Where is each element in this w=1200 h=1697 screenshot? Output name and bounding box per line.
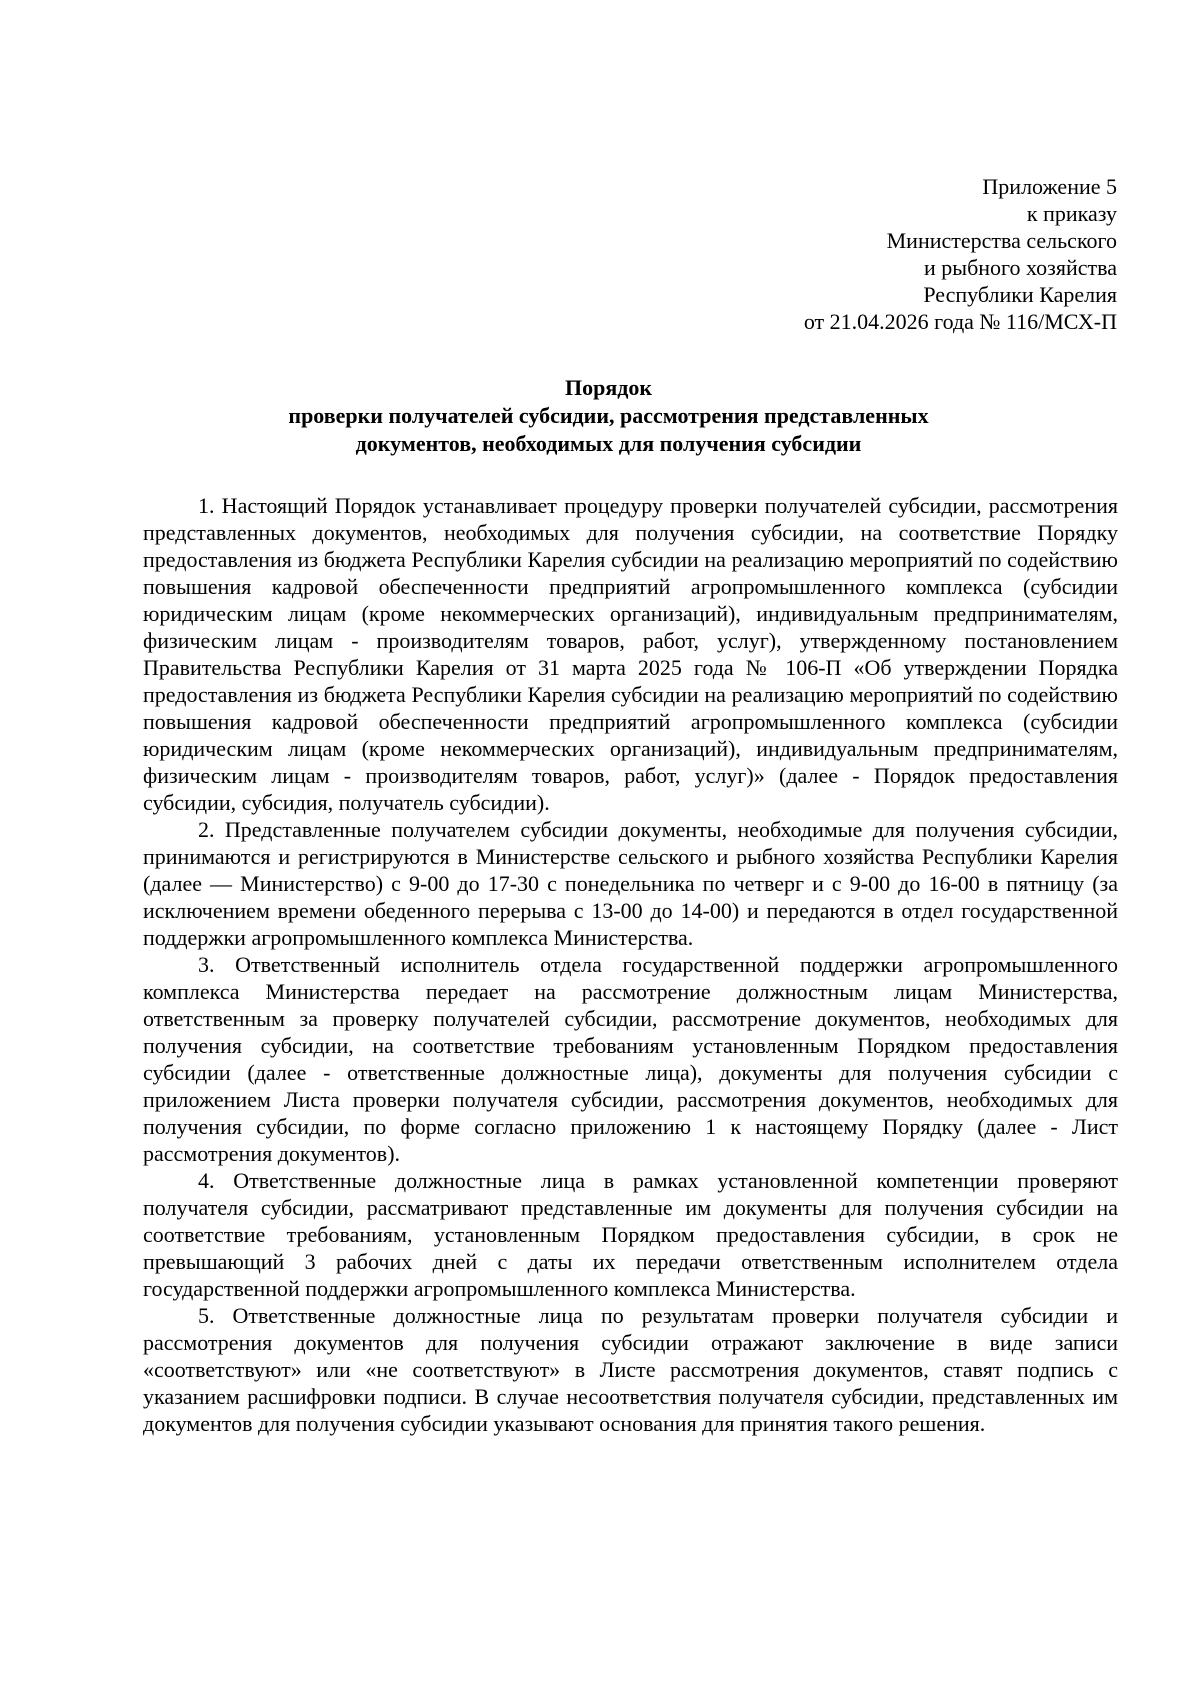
title-line: документов, необходимых для получения субсидии xyxy=(355,431,862,456)
paragraph-2: 2. Представленные получателем субсидии документы, необходимые для получения субсидии, принимаются и регистрируются в Министерстве сельского и рыбного хозяйства Республики Карелия (далее — Министерство) с 9-00 до 17-30 с понедельника по четверг и с 9-00 до 16-00 в пятницу (за исключением времени обеденного перерыва с 13-00 до 14-00) и передаются в отдел государственной поддержки агропромышленного комплекса Министерства. xyxy=(143,817,1118,950)
paragraph-1: 1. Настоящий Порядок устанавливает процедуру проверки получателей субсидии, рассмотрения представленных документов, необходимых для получения субсидии, на соответствие Порядку предоставления из бюджета Республики Карелия субсидии на реализацию мероприятий по содействию повышения кадровой обеспеченности предприятий агропромышленного комплекса (субсидии юридическим лицам (кроме некоммерческих организаций), индивидуальным предпринимателям, физическим лицам - производителям товаров, работ, услуг), утвержденному постановлением Правительства Республики Карелия от 31 марта 2025 года № 106-П «Об утверждении Порядка предоставления из бюджета Республики Карелия субсидии на реализацию мероприятий по содействию повышения кадровой обеспеченности предприятий агропромышленного комплекса (субсидии юридическим лицам (кроме некоммерческих организаций), индивидуальным предпринимателям, физическим лицам - производителям товаров, работ, услуг)» (далее - Порядок предоставления субсидии, субсидия, получатель субсидии). xyxy=(143,493,1118,815)
annex-line: Республики Карелия xyxy=(923,282,1117,307)
document-body xyxy=(143,492,1118,1437)
document-title xyxy=(140,374,1077,458)
paragraph-4: 4. Ответственные должностные лица в рамках установленной компетенции проверяют получателя субсидии, рассматривают представленные им документы для получения субсидии на соответствие требованиям, установленным Порядком предоставления субсидии, в срок не превышающий 3 рабочих дней с даты их передачи ответственным исполнителем отдела государственной поддержки агропромышленного комплекса Министерства. xyxy=(143,1168,1118,1301)
annex-header xyxy=(804,173,1117,335)
paragraph-5: 5. Ответственные должностные лица по результатам проверки получателя субсидии и рассмотрения документов для получения субсидии отражают заключение в виде записи «соответствуют» или «не соответствуют» в Листе рассмотрения документов, ставят подпись с указанием расшифровки подписи. В случае несоответствия получателя субсидии, представленных им документов для получения субсидии указывают основания для принятия такого решения. xyxy=(143,1303,1118,1436)
annex-line: от 21.04.2026 года № 116/МСХ-П xyxy=(803,309,1117,334)
title-line: проверки получателей субсидии, рассмотрения представленных xyxy=(288,403,929,428)
title-line: Порядок xyxy=(564,375,653,400)
paragraph-3: 3. Ответственный исполнитель отдела государственной поддержки агропромышленного комплекса Министерства передает на рассмотрение должностным лицам Министерства, ответственным за проверку получателей субсидии, рассмотрение документов, необходимых для получения субсидии, на соответствие требованиям установленным Порядком предоставления субсидии (далее - ответственные должностные лица), документы для получения субсидии с приложением Листа проверки получателя субсидии, рассмотрения документов, необходимых для получения субсидии, по форме согласно приложению 1 к настоящему Порядку (далее - Лист рассмотрения документов). xyxy=(143,952,1118,1166)
annex-line: Приложение 5 xyxy=(982,174,1117,199)
annex-line: и рыбного хозяйства xyxy=(924,255,1117,280)
annex-line: к приказу xyxy=(1026,201,1117,226)
annex-line: Министерства сельского xyxy=(886,228,1117,253)
